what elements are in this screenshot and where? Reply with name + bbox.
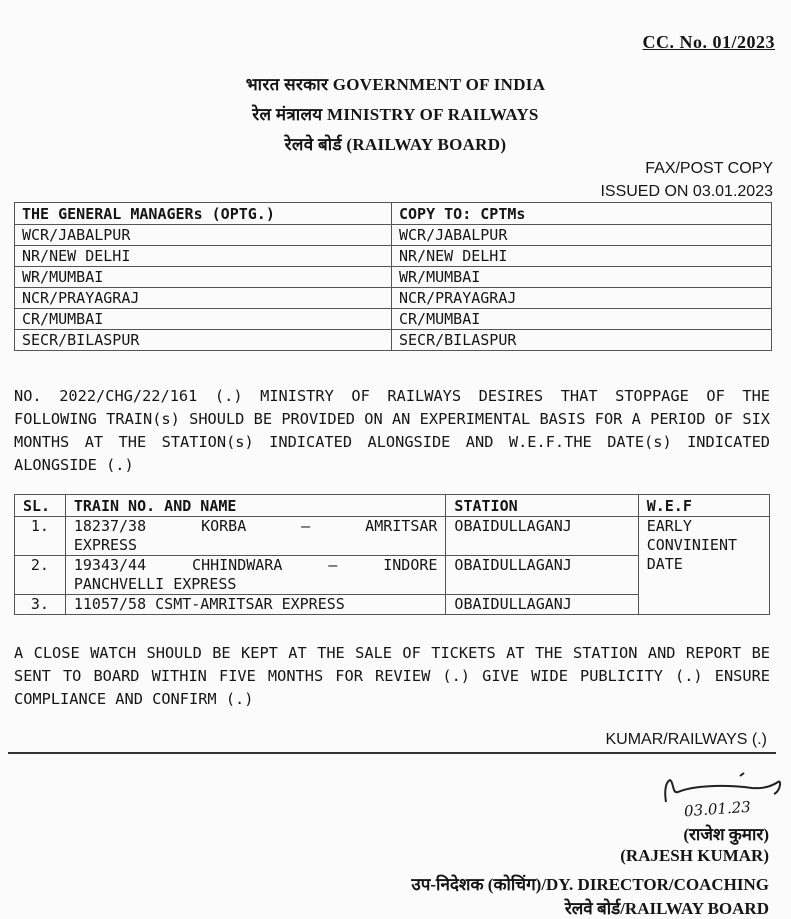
signatory-designation: उप-निदेशक (कोचिंग)/DY. DIRECTOR/COACHING (411, 875, 769, 894)
station-cell: OBAIDULLAGANJ (446, 517, 638, 556)
copy-to-header: COPY TO: CPTMs (392, 203, 772, 225)
sl-header: SL. (15, 495, 66, 517)
divider (8, 752, 776, 754)
sl-cell: 1. (15, 517, 66, 556)
addressee-row (15, 246, 772, 267)
sl-cell: 3. (15, 595, 66, 615)
addressee-row (15, 330, 772, 351)
cptm-cell: NR/NEW DELHI (392, 246, 772, 267)
addressee-row (15, 225, 772, 246)
wef-cell: EARLY CONVINIENT DATE (638, 517, 769, 615)
signature-date: 03.01.23 (683, 797, 752, 821)
train-name-line: EXPRESS (73, 536, 138, 554)
train-cell (65, 517, 446, 556)
cptm-cell: NCR/PRAYAGRAJ (392, 288, 772, 309)
gm-cell: CR/MUMBAI (15, 309, 392, 330)
station-header: STATION (446, 495, 638, 517)
gm-cell: WCR/JABALPUR (15, 225, 392, 246)
addressee-header-row (15, 203, 772, 225)
addressee-row (15, 288, 772, 309)
wef-header: W.E.F (638, 495, 769, 517)
copy-type: FAX/POST COPY (645, 160, 773, 177)
cptm-cell: WR/MUMBAI (392, 267, 772, 288)
instruction-paragraph: A CLOSE WATCH SHOULD BE KEPT AT THE SALE OF TICKETS AT THE STATION AND REPORT BE SENT TO BOARD WITHIN FIVE MONTHS FOR REVIEW (.) GIVE WIDE PUBLICITY (.) ENSURE COMPLIANCE AND CONFIRM (.) (14, 644, 770, 708)
train-name-line: PANCHVELLI EXPRESS (73, 575, 237, 593)
train-row (15, 517, 770, 556)
sender-code: KUMAR/RAILWAYS (.) (605, 731, 767, 748)
gm-cell: NCR/PRAYAGRAJ (15, 288, 392, 309)
station-cell: OBAIDULLAGANJ (446, 556, 638, 595)
header-ministry: रेल मंत्रालय MINISTRY OF RAILWAYS (252, 105, 539, 124)
sl-cell: 2. (15, 556, 66, 595)
addressee-table (14, 202, 772, 351)
train-name-line: 19343/44 CHHINDWARA – INDORE (73, 556, 438, 574)
gm-cell: NR/NEW DELHI (15, 246, 392, 267)
signatory-office: रेलवे बोर्ड/RAILWAY BOARD (564, 899, 769, 918)
order-paragraph: NO. 2022/CHG/22/161 (.) MINISTRY OF RAILWAYS DESIRES THAT STOPPAGE OF THE FOLLOWING TRAIN(s) SHOULD BE PROVIDED ON AN EXPERIMENTAL BASIS FOR A PERIOD OF SIX MONTHS AT THE STATION(s) INDICATED ALONGSIDE AND W.E.F.THE DATE(s) INDICATED ALONGSIDE (.) (14, 387, 770, 474)
gm-cell: WR/MUMBAI (15, 267, 392, 288)
gm-cell: SECR/BILASPUR (15, 330, 392, 351)
cptm-cell: CR/MUMBAI (392, 309, 772, 330)
circular-number: CC. No. 01/2023 (642, 32, 775, 52)
issued-date: ISSUED ON 03.01.2023 (600, 183, 773, 200)
cptm-cell: SECR/BILASPUR (392, 330, 772, 351)
signatory-name: (RAJESH KUMAR) (620, 846, 769, 865)
train-header: TRAIN NO. AND NAME (65, 495, 446, 517)
train-table (14, 494, 770, 615)
header-government: भारत सरकार GOVERNMENT OF INDIA (245, 75, 546, 94)
addressee-row (15, 309, 772, 330)
train-name-line: 18237/38 KORBA – AMRITSAR (73, 517, 438, 535)
train-cell (65, 556, 446, 595)
gm-header: THE GENERAL MANAGERs (OPTG.) (15, 203, 392, 225)
station-cell: OBAIDULLAGANJ (446, 595, 638, 615)
signatory-name-hindi: (राजेश कुमार) (683, 825, 769, 844)
header-board: रेलवे बोर्ड (RAILWAY BOARD) (284, 135, 507, 154)
addressee-row (15, 267, 772, 288)
cptm-cell: WCR/JABALPUR (392, 225, 772, 246)
train-cell: 11057/58 CSMT-AMRITSAR EXPRESS (65, 595, 446, 615)
train-header-row (15, 495, 770, 517)
